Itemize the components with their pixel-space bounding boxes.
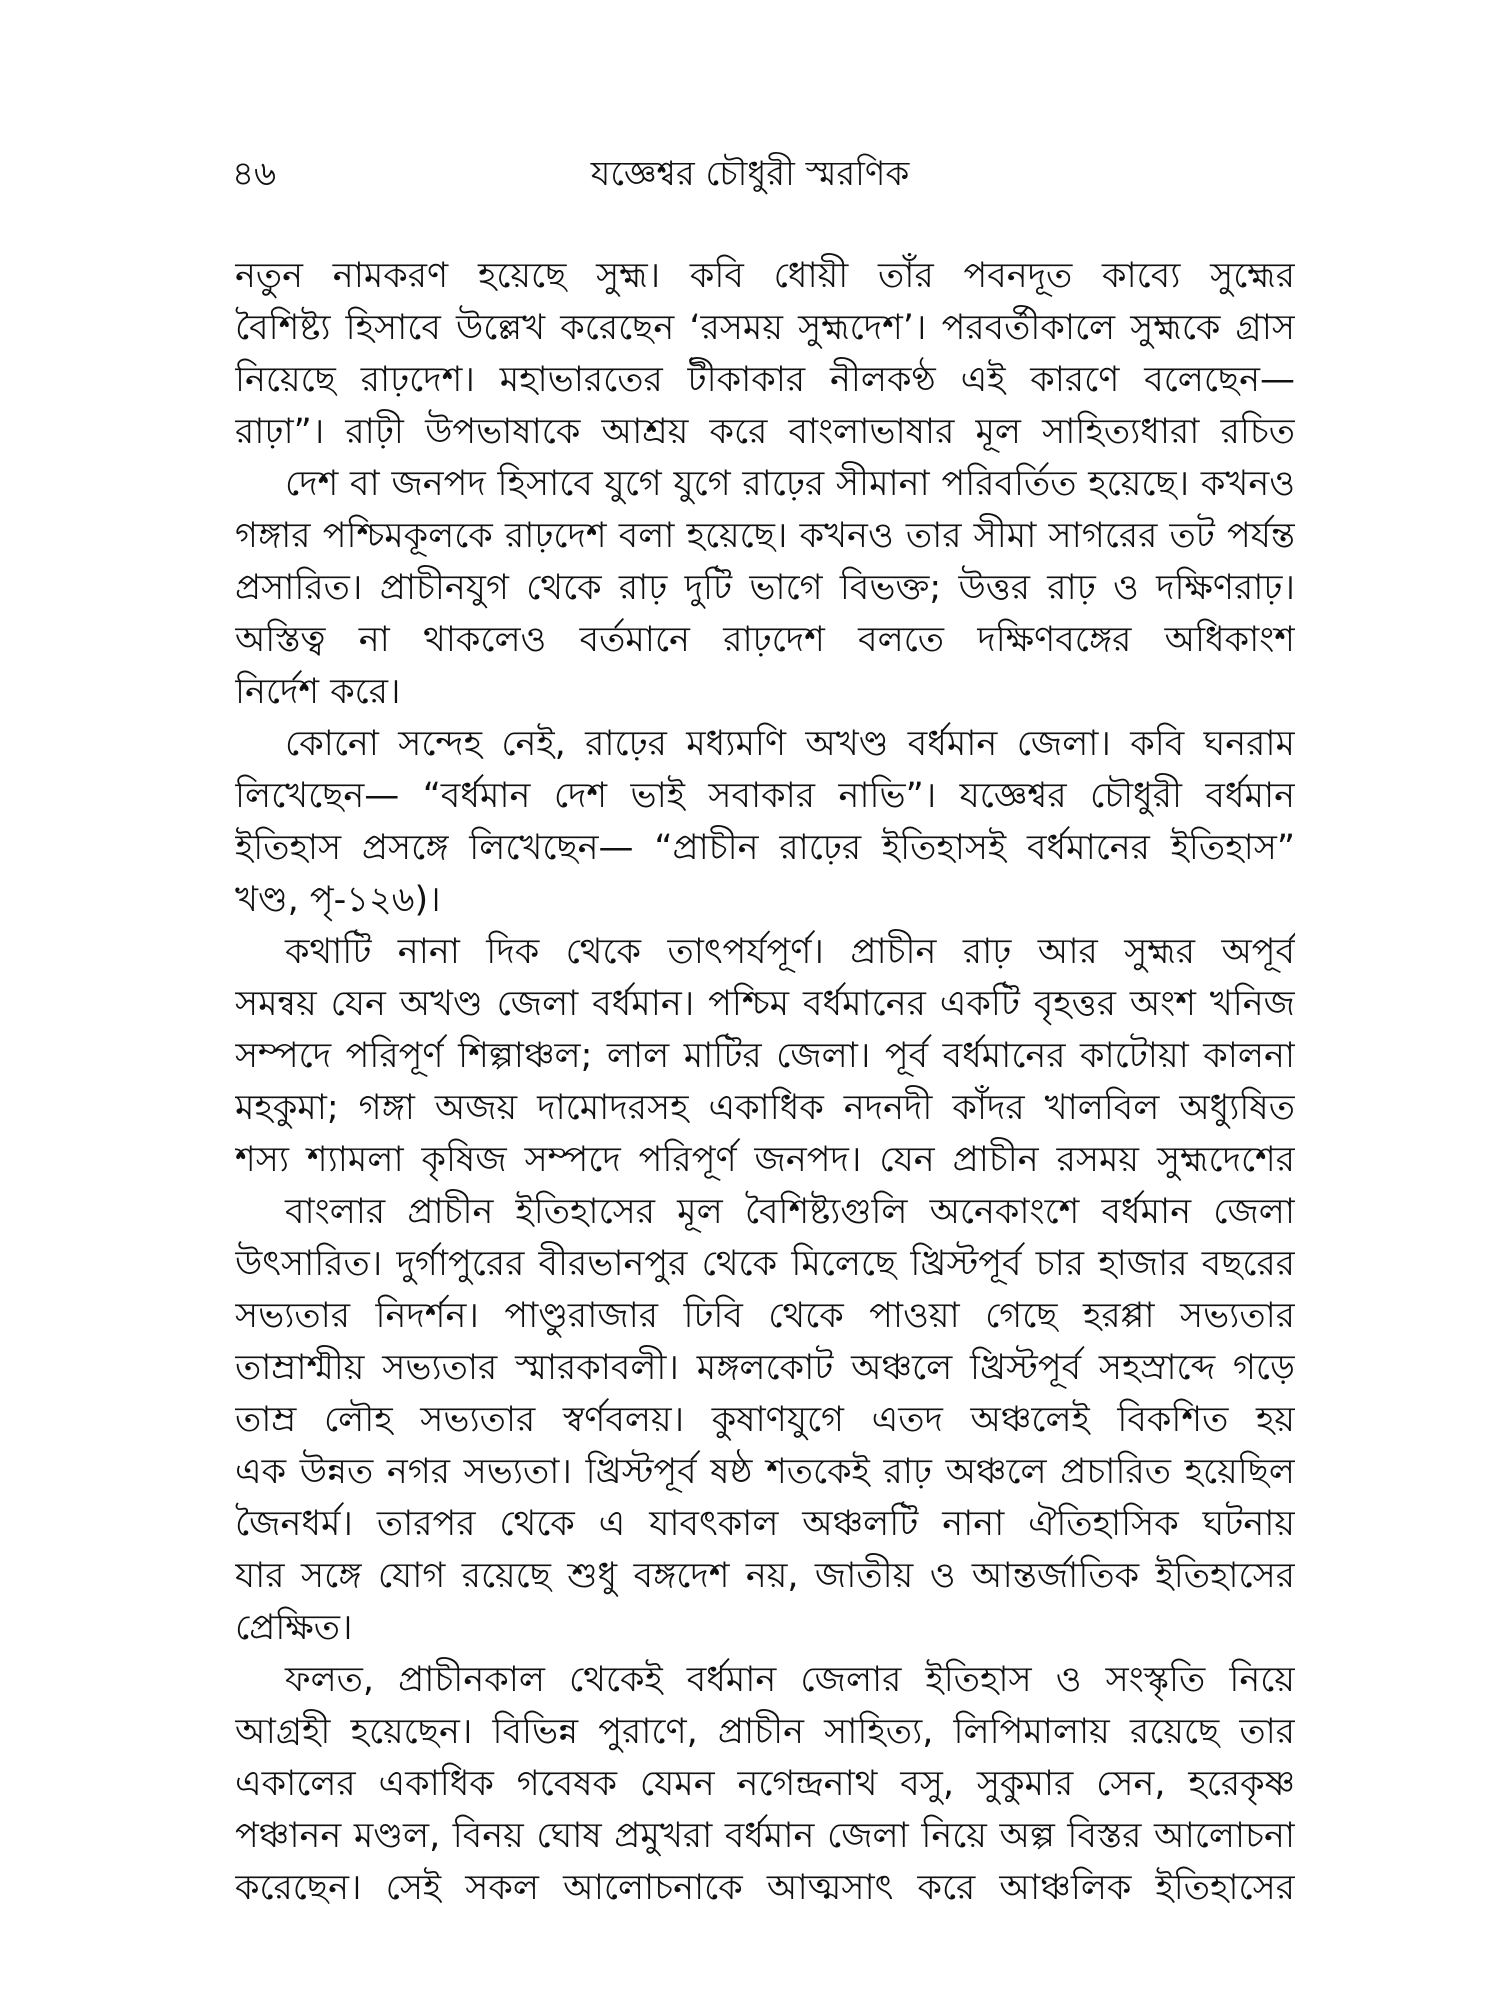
paragraph (235, 458, 1295, 718)
text-line: যার সঙ্গে যোগ রয়েছে শুধু বঙ্গদেশ নয়, জাতীয় ও আন্তর্জাতিক ইতিহাসের (235, 1556, 1295, 1596)
text-line: বৈশিষ্ট্য হিসাবে উল্লেখ করেছেন ‘রসময় সুহ্মদেশ’। পরবর্তীকালে সুহ্মকে গ্রাস (235, 308, 1295, 348)
text-line: ফলত, প্রাচীনকাল থেকেই বর্ধমান জেলার ইতিহাস ও সংস্কৃতি নিয়ে (285, 1660, 1295, 1700)
text-line: সমন্বয় যেন অখণ্ড জেলা বর্ধমান। পশ্চিম বর্ধমানের একটি বৃহত্তর অংশ খনিজ (235, 984, 1295, 1024)
text-line: জৈনধর্ম। তারপর থেকে এ যাবৎকাল অঞ্চলটি নানা ঐতিহাসিক ঘটনায় (235, 1504, 1295, 1544)
text-line: প্রসারিত। প্রাচীনযুগ থেকে রাঢ় দুটি ভাগে বিভক্ত; উত্তর রাঢ় ও দক্ষিণরাঢ়। (235, 568, 1295, 608)
text-line: প্রেক্ষিত। (235, 1608, 353, 1648)
text-line: নিয়েছে রাঢ়দেশ। মহাভারতের টীকাকার নীলকণ্ঠ এই কারণে বলেছেন— (235, 360, 1295, 400)
text-line: বাংলার প্রাচীন ইতিহাসের মূল বৈশিষ্ট্যগুলি অনেকাংশে বর্ধমান জেলা (285, 1192, 1295, 1232)
text-line: মহকুমা; গঙ্গা অজয় দামোদরসহ একাধিক নদনদী কাঁদর খালবিল অধ্যুষিত (235, 1088, 1295, 1128)
text-line: খণ্ড, পৃ-১২৬)। (235, 880, 441, 920)
text-line: ইতিহাস প্রসঙ্গে লিখেছেন— “প্রাচীন রাঢ়ের ইতিহাসই বর্ধমানের ইতিহাস” (235, 828, 1295, 868)
text-line: সভ্যতার নিদর্শন। পাণ্ডুরাজার ঢিবি থেকে পাওয়া গেছে হরপ্পা সভ্যতার (235, 1296, 1295, 1336)
text-line: সম্পদে পরিপূর্ণ শিল্পাঞ্চল; লাল মাটির জেলা। পূর্ব বর্ধমানের কাটোয়া কালনা (235, 1036, 1295, 1076)
text-line: তাম্রাশ্মীয় সভ্যতার স্মারকাবলী। মঙ্গলকোট অঞ্চলে খ্রিস্টপূর্ব সহস্রাব্দে গড়ে (235, 1348, 1295, 1388)
text-line: দেশ বা জনপদ হিসাবে যুগে যুগে রাঢ়ের সীমানা পরিবর্তিত হয়েছে। কখনও (285, 464, 1295, 504)
text-line: নির্দেশ করে। (235, 672, 401, 712)
text-line: রাঢ়া”। রাঢ়ী উপভাষাকে আশ্রয় করে বাংলাভাষার মূল সাহিত্যধারা রচিত (235, 412, 1295, 452)
paragraph (235, 1186, 1295, 1654)
text-line: নতুন নামকরণ হয়েছে সুহ্ম। কবি ধোয়ী তাঁর পবনদূত কাব্যে সুহ্মের (235, 256, 1295, 296)
text-line: পঞ্চানন মণ্ডল, বিনয় ঘোষ প্রমুখরা বর্ধমান জেলা নিয়ে অল্প বিস্তর আলোচনা (235, 1816, 1295, 1856)
paragraph (235, 250, 1295, 458)
text-line: গঙ্গার পশ্চিমকূলকে রাঢ়দেশ বলা হয়েছে। কখনও তার সীমা সাগরের তট পর্যন্ত (235, 516, 1295, 556)
text-line: তাম্র লৌহ সভ্যতার স্বর্ণবলয়। কুষাণযুগে এতদ অঞ্চলেই বিকশিত হয় (235, 1400, 1295, 1440)
page-number: ৪৬ (232, 154, 277, 194)
text-line: আগ্রহী হয়েছেন। বিভিন্ন পুরাণে, প্রাচীন সাহিত্য, লিপিমালায় রয়েছে তার (235, 1712, 1295, 1752)
body-text (235, 250, 1295, 1914)
paragraph (235, 1654, 1295, 1914)
paragraph (235, 926, 1295, 1186)
text-line: লিখেছেন— “বর্ধমান দেশ ভাই সবাকার নাভি”। যজ্ঞেশ্বর চৌধুরী বর্ধমান (235, 776, 1295, 816)
page-header (0, 148, 1500, 200)
text-line: একালের একাধিক গবেষক যেমন নগেন্দ্রনাথ বসু, সুকুমার সেন, হরেকৃষ্ণ (235, 1764, 1295, 1804)
text-line: কোনো সন্দেহ নেই, রাঢ়ের মধ্যমণি অখণ্ড বর্ধমান জেলা। কবি ঘনরাম (285, 724, 1295, 764)
text-line: অস্তিত্ব না থাকলেও বর্তমানে রাঢ়দেশ বলতে দক্ষিণবঙ্গের অধিকাংশ (235, 620, 1295, 660)
text-line: করেছেন। সেই সকল আলোচনাকে আত্মসাৎ করে আঞ্চলিক ইতিহাসের (235, 1868, 1295, 1908)
text-line: কথাটি নানা দিক থেকে তাৎপর্যপূর্ণ। প্রাচীন রাঢ় আর সুহ্মর অপূর্ব (285, 932, 1295, 972)
text-line: শস্য শ্যামলা কৃষিজ সম্পদে পরিপূর্ণ জনপদ। যেন প্রাচীন রসময় সুহ্মদেশের (235, 1140, 1295, 1180)
running-title: যজ্ঞেশ্বর চৌধুরী স্মরণিক (590, 154, 910, 194)
paragraph (235, 718, 1295, 926)
text-line: উৎসারিত। দুর্গাপুরের বীরভানপুর থেকে মিলেছে খ্রিস্টপূর্ব চার হাজার বছরের (235, 1244, 1295, 1284)
text-line: এক উন্নত নগর সভ্যতা। খ্রিস্টপূর্ব ষষ্ঠ শতকেই রাঢ় অঞ্চলে প্রচারিত হয়েছিল (235, 1452, 1295, 1492)
